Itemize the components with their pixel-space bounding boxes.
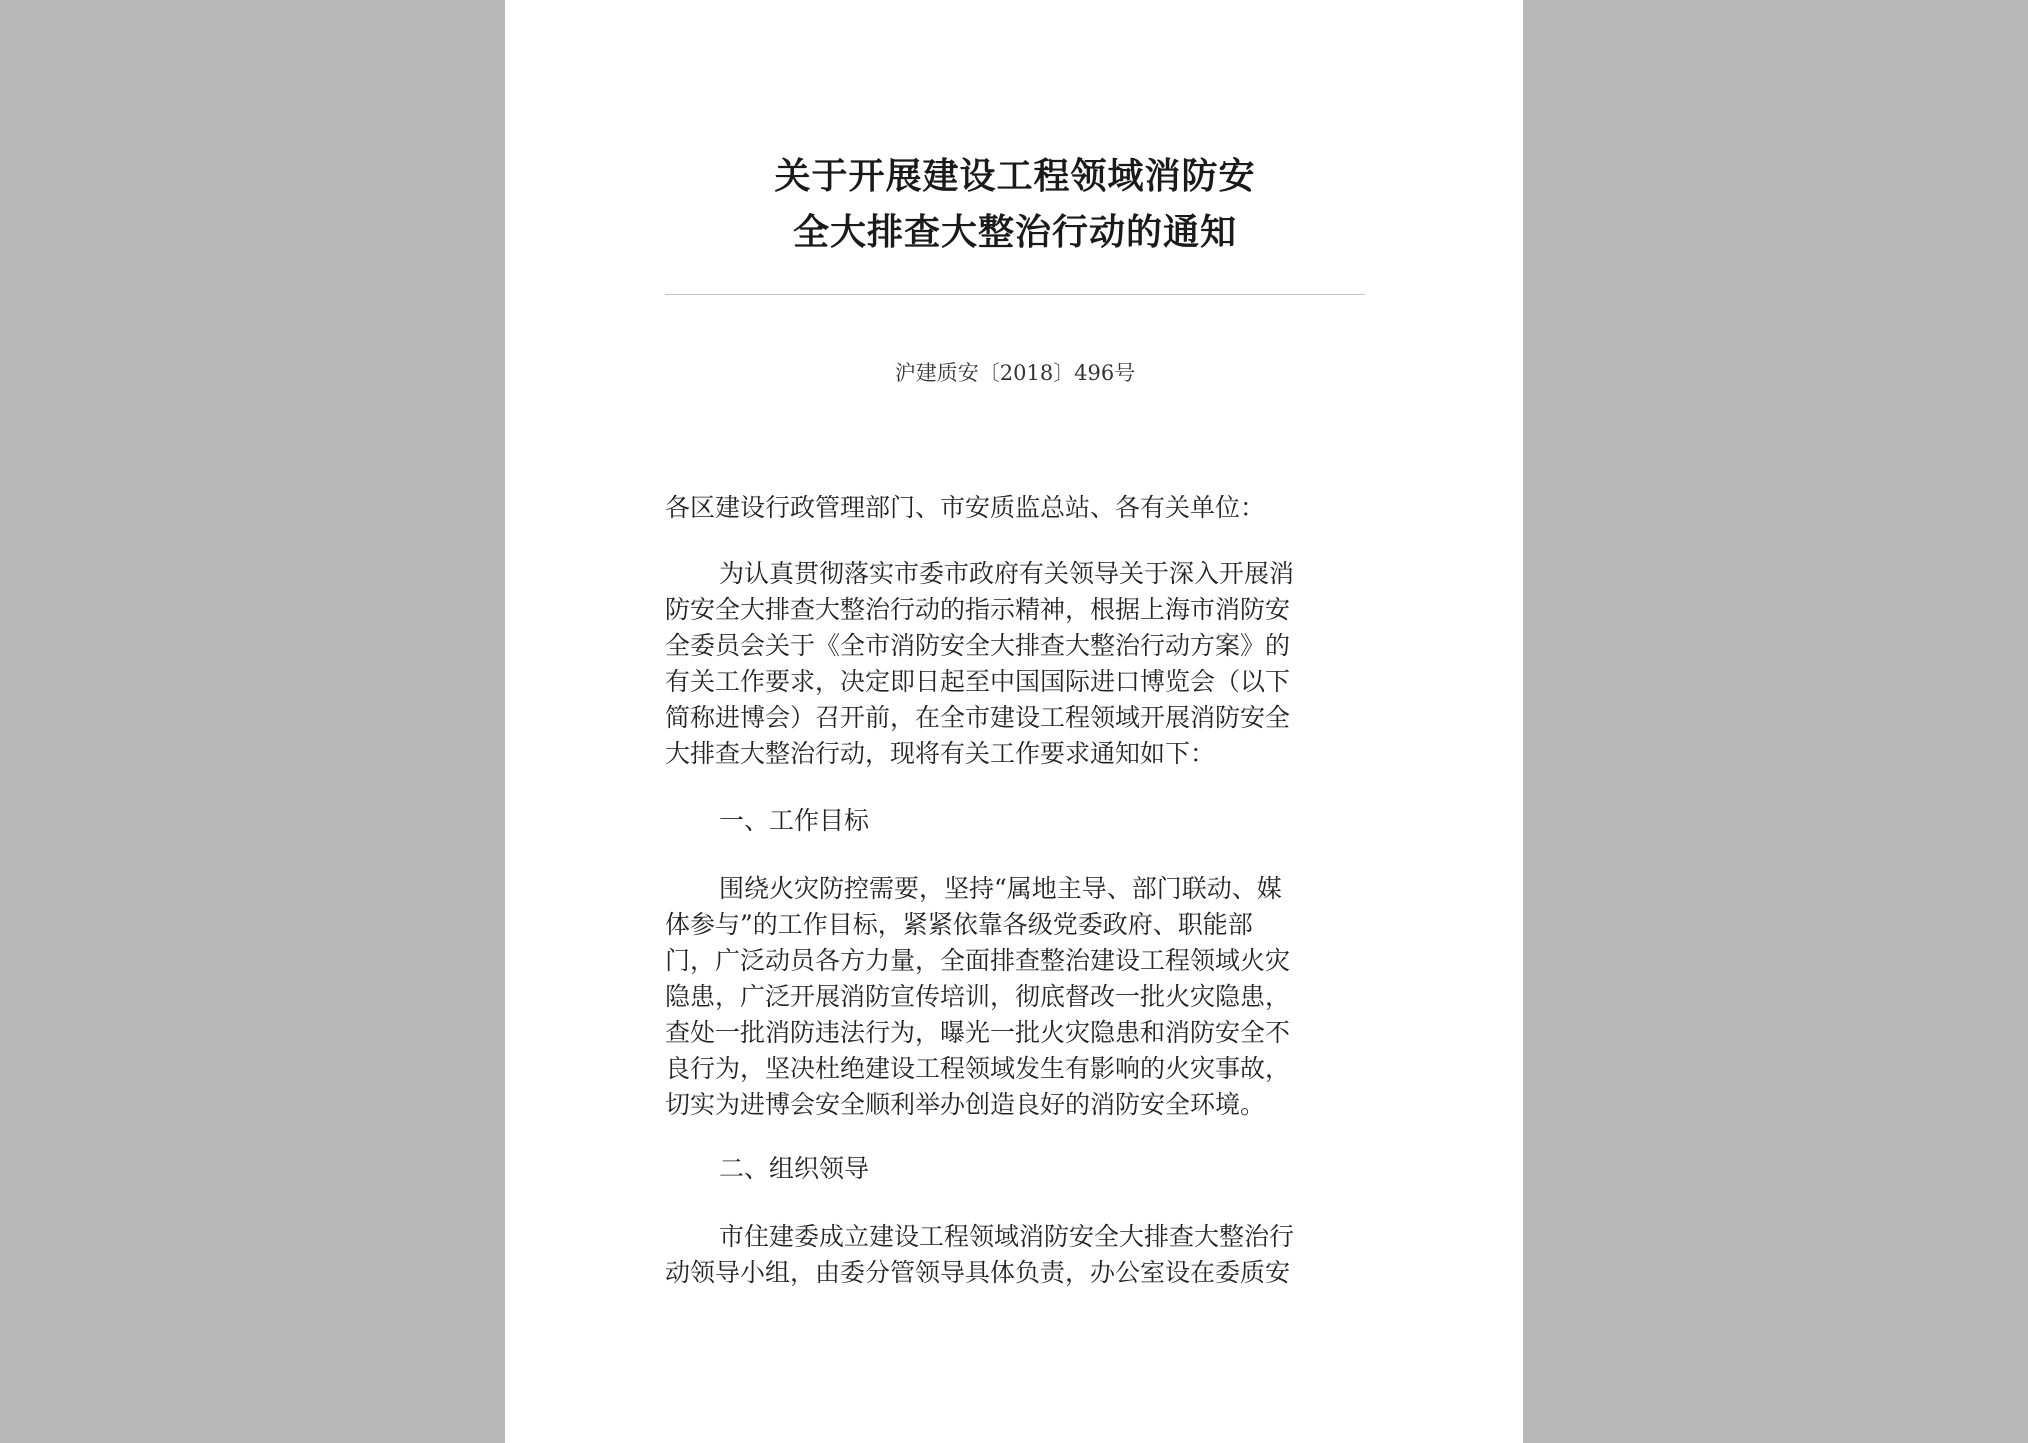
addressee-line: 各区建设行政管理部门、市安质监总站、各有关单位： [665, 493, 1266, 522]
document-number: 沪建质安〔2018〕496号 [894, 361, 1136, 385]
title-line: 关于开展建设工程领域消防安 [774, 155, 1256, 197]
paragraph-line: 良行为，坚决杜绝建设工程领域发生有影响的火灾事故， [665, 1054, 1291, 1083]
paragraph-line: 围绕火灾防控需要，坚持“属地主导、部门联动、媒 [719, 874, 1282, 903]
paragraph-line: 体参与”的工作目标，紧紧依靠各级党委政府、职能部 [665, 910, 1253, 939]
title-line: 全大排查大整治行动的通知 [792, 211, 1237, 253]
paragraph-line: 大排查大整治行动，现将有关工作要求通知如下： [665, 739, 1216, 768]
section-heading-leadership: 二、组织领导 [719, 1154, 870, 1183]
paragraph-line: 有关工作要求，决定即日起至中国国际进口博览会（以下 [665, 667, 1291, 696]
paragraph-line: 为认真贯彻落实市委市政府有关领导关于深入开展消 [719, 559, 1295, 588]
document-title [665, 148, 1365, 260]
paragraph-line: 切实为进博会安全顺利举办创造良好的消防安全环境。 [665, 1090, 1266, 1119]
paragraph-line: 门，广泛动员各方力量，全面排查整治建设工程领域火灾 [665, 946, 1291, 975]
paragraph-line: 简称进博会）召开前，在全市建设工程领域开展消防安全 [665, 703, 1291, 732]
title-divider [665, 294, 1365, 295]
intro-paragraph [665, 556, 1294, 772]
document-page [505, 0, 1523, 1443]
section-heading-goals: 一、工作目标 [719, 806, 870, 835]
paragraph-line: 防安全大排查大整治行动的指示精神，根据上海市消防安 [665, 595, 1291, 624]
paragraph-line: 隐患，广泛开展消防宣传培训，彻底督改一批火灾隐患， [665, 982, 1291, 1011]
goals-paragraph [665, 871, 1290, 1123]
paragraph-line: 全委员会关于《全市消防安全大排查大整治行动方案》的 [665, 631, 1291, 660]
paragraph-line: 动领导小组，由委分管领导具体负责，办公室设在委质安 [665, 1258, 1291, 1287]
paragraph-line: 查处一批消防违法行为，曝光一批火灾隐患和消防安全不 [665, 1018, 1291, 1047]
leadership-paragraph [665, 1219, 1294, 1291]
paragraph-line: 市住建委成立建设工程领域消防安全大排查大整治行 [719, 1222, 1295, 1251]
